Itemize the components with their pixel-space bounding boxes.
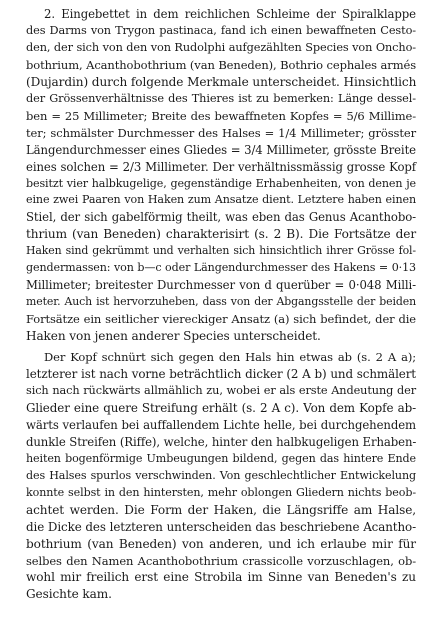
text-line: Längendurchmesser eines Gliedes = 3/4 Millimeter, grösste Breite bbox=[26, 142, 416, 157]
text-line: bothrium, Acanthobothrium (van Beneden), Bothrio cephales armés bbox=[26, 57, 417, 72]
text-line: Haken von jenen anderer Species unterscheidet. bbox=[26, 329, 321, 344]
text-line: Haken sind gekrümmt und verhalten sich hinsichtlich ihrer Grösse fol- bbox=[26, 244, 416, 258]
text-line: eine zwei Paaren von Haken zum Ansatze dient. Letztere haben einen bbox=[26, 193, 416, 207]
text-line: wärts verlaufen bei auffallendem Lichte helle, bei durchgehendem bbox=[26, 417, 416, 432]
text-line: 2. Eingebettet in dem reichlichen Schleime der Spiralklappe bbox=[44, 7, 416, 21]
text-line: Millimeter; breitester Durchmesser von d querüber = 0·048 Milli- bbox=[26, 278, 416, 293]
document-page bbox=[8, 6, 416, 603]
text-line: (Dujardin) durch folgende Merkmale unterscheidet. Hinsichtlich bbox=[26, 74, 417, 89]
text-line: Gesichte kam. bbox=[26, 587, 112, 602]
paragraph-1 bbox=[8, 6, 416, 345]
text-line: wohl mir freilich erst eine Strobila im Sinne van Beneden's zu bbox=[26, 570, 416, 585]
text-line: sich nach rückwärts allmählich zu, wobei er als erste Andeutung der bbox=[26, 383, 416, 397]
text-line: meter. Auch ist hervorzuheben, dass von der Abgangsstelle der beiden bbox=[26, 295, 416, 309]
text-line: ter; schmälster Durchmesser des Halses = 1/4 Millimeter; grösster bbox=[26, 125, 416, 140]
text-line: thrium (van Beneden) charakterisirt (s. 2 B). Die Fortsätze der bbox=[26, 227, 416, 242]
text-line: den, der sich von den von Rudolphi aufgezählten Species von Oncho- bbox=[26, 40, 416, 54]
text-line: Stiel, der sich gabelförmig theilt, was eben das Genus Acanthobo- bbox=[26, 210, 416, 225]
text-line: dunkle Streifen (Riffe), welche, hinter den halbkugeligen Erhaben- bbox=[26, 434, 417, 449]
text-line: bothrium (van Beneden) von anderen, und ich erlaube mir für bbox=[26, 536, 416, 551]
text-line: achtet werden. Die Form der Haken, die Längsriffe am Halse, bbox=[26, 502, 416, 517]
paragraph-2 bbox=[8, 349, 416, 603]
text-line: eines solchen = 2/3 Millimeter. Der verhältnissmässig grosse Kopf bbox=[26, 159, 416, 174]
text-line: besitzt vier halbkugelige, gegenständige Erhabenheiten, von denen je bbox=[26, 176, 416, 190]
text-line: letzterer ist nach vorne beträchtlich dicker (2 A b) und schmälert bbox=[26, 367, 416, 382]
text-line: Der Kopf schnürt sich gegen den Hals hin etwas ab (s. 2 A a); bbox=[44, 350, 416, 365]
text-line: Fortsätze ein seitlicher viereckiger Ansatz (a) sich befindet, der die bbox=[26, 312, 416, 327]
text-line: des Halses spurlos verschwinden. Von geschlechtlicher Entwickelung bbox=[26, 468, 416, 482]
text-line: gendermassen: von b—c oder Längendurchmesser des Hakens = 0·13 bbox=[26, 261, 416, 275]
text-line: heiten bogenförmige Umbeugungen bildend, gegen das hintere Ende bbox=[26, 451, 416, 465]
text-line: konnte selbst in den hintersten, mehr oblongen Gliedern nichts beob- bbox=[26, 485, 416, 499]
text-line: die Dicke des letzteren unterscheiden das beschriebene Acantho- bbox=[26, 519, 416, 534]
text-line: des Darms von Trygon pastinaca, fand ich einen bewaffneten Cesto- bbox=[26, 23, 416, 37]
text-line: ben = 25 Millimeter; Breite des bewaffneten Kopfes = 5/6 Millime- bbox=[26, 108, 416, 123]
text-line: selbes den Namen Acanthobothrium crassicolle vorzuschlagen, ob- bbox=[26, 553, 416, 568]
text-line: Glieder eine quere Streifung erhält (s. 2 A c). Von dem Kopfe ab- bbox=[26, 400, 416, 415]
text-line: der Grössenverhältnisse des Thieres ist zu bemerken: Länge dessel- bbox=[26, 91, 416, 105]
